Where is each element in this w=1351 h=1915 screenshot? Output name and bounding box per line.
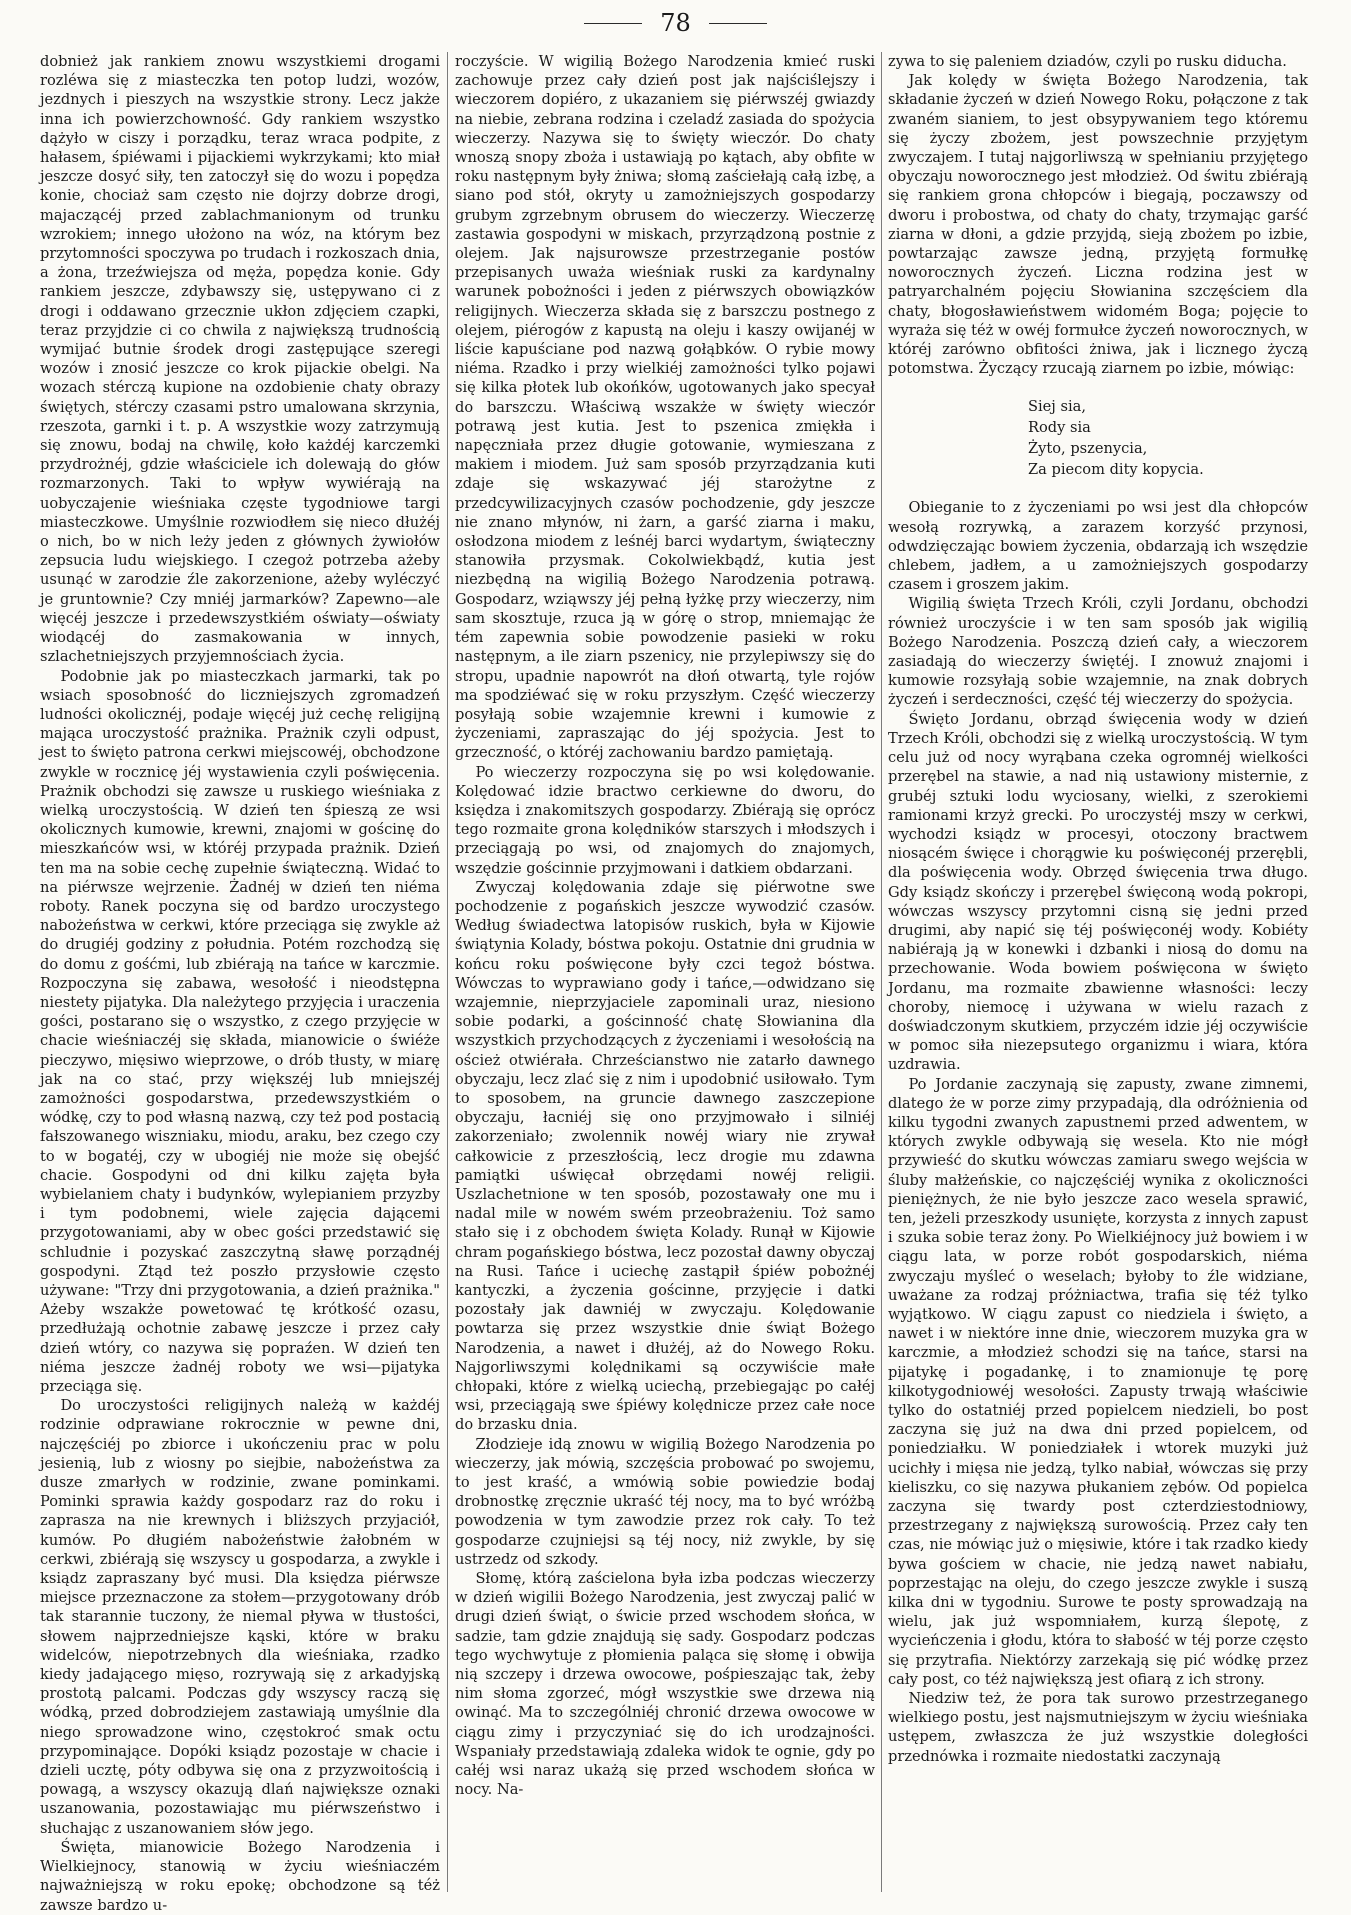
paragraph: Złodzieje idą znowu w wigilią Bożego Narodzenia po wieczerzy, jak mówią, szczęścia probować po swojemu, to jest kraść, a wmówią sobie powiedzie bodaj drobnostkę zręcznie ukraść téj nocy, ma to być wróżbą powodzenia w tym zawodzie przez rok cały. To też gospodarze czujniejsi są téj nocy, niż zwykle, by się ustrzedz od szkody. — [455, 1435, 875, 1568]
paragraph: Święta, mianowicie Bożego Narodzenia i Wielkiejnocy, stanowią w życiu wieśniaczém najważniejszą w roku epokę; obchodzone są téż zawsze bardzo u- — [40, 1838, 440, 1914]
paragraph: dobnież jak rankiem znowu wszystkiemi drogami rozléwa się z miasteczka ten potop ludzi, wozów, jezdnych i pieszych na wszystkie strony. Lecz jakże inna ich powierzchowność. Gdy rankiem wszystko dążyło w ciszy i porządku, teraz wraca podpite, z hałasem, śpiéwami i pijackiemi wykrzykami; kto miał jeszcze dosyć siły, ten zatoczył się do wozu i popędza konie, chociaż sam często nie dojrzy dobrze drogi, majaczącéj przed zablachmanionym od trunku wzrokiem; innego ułożono na wóz, na którym bez przytomności spoczywa po trudach i rozkoszach dnia, a żona, trzeźwiejsza od męża, popędza konie. Gdy rankiem jeszcze, zdybawszy się, ustępywano ci z drogi i oddawano grzecznie ukłon zdjęciem czapki, teraz przyjdzie ci co chwila z największą trudnością wymijać butnie środek drogi zastępujące szeregi wozów i znosić jeszcze co krok pijackie obelgi. Na wozach stérczą kupione na ozdobienie chaty obrazy świętych, stérczy czasami pstro umalowana skrzynia, rzeszota, garnki i t. p. A wszystkie wozy zatrzymują się znowu, bodaj na chwilę, koło każdéj karczemki przydrożnéj, gdzie właściciele ich dolewają do głów rozmarzonych. Taki to wpływ wywiérają na uobyczajenie wieśniaka częste tygodniowe targi miasteczkowe. Umyślnie rozwiodłem się nieco dłużéj o nich, bo w nich leży jeden z głównych żywiołów zepsucia ludu wiejskiego. I czegoż potrzeba ażeby usunąć w zarodzie źle zakorzenione, ażeby wyléczyć je gruntownie? Czy mniéj jarmarków? Zapewno—ale więcéj jeszcze i przedewszystkiém oświaty—oświaty wiodącéj do zasmakowania w innych, szlachetniejszych przyjemnościach życia. — [40, 53, 440, 666]
column-divider — [881, 52, 882, 1892]
paragraph: Niedziw też, że pora tak surowo przestrzeganego wielkiego postu, jest najsmutniejszym w życiu wieśniaka ustępem, zwłaszcza że już wszystkie doległości przednówka i rozmaite niedostatki zaczynają — [888, 1690, 1308, 1765]
poem-line: Rody sia — [1028, 419, 1091, 437]
paragraph: Słomę, którą zaścielona była izba podczas wieczerzy w dzień wigilii Bożego Narodzenia, jest zwyczaj palić w drugi dzień świąt, o świcie przed wschodem słońca, w sadzie, tam gdzie znajdują się sady. Gospodarz podczas tego wychwytuje z płomienia paląca się słomę i obwija nią szczepy i drzewa owocowe, pośpieszając tak, żeby nim słoma zgorzeć, mógł wszystkie swe drzewa nią owinąć. Ma to szczególniéj chronić drzewa owocowe w ciągu zimy i przyczyniać się do ich urodzajności. Wspaniały przedstawiają zdaleka widok te ognie, gdy po całéj wsi naraz ukażą się przed wschodem słońca w nocy. Na- — [455, 1570, 875, 1799]
poem-line: Za piecom dity kopycia. — [1028, 461, 1204, 479]
paragraph: roczyście. W wigilią Bożego Narodzenia kmieć ruski zachowuje przez cały dzień post jak najściślejszy i wieczorem dopiéro, z ukazaniem się piérwszéj gwiazdy na niebie, zebrana rodzina i czeladź zasiada do spożycia wieczerzy. Nazywa się to święty wieczór. Do chaty wnoszą snopy zboża i ustawiają po kątach, aby obfite w roku następnym były żniwa; słomą zaściełają całą izbę, a siano pod stół, okryty u zamożniejszych gospodarzy grubym zgrzebnym obrusem do wieczerzy. Wieczerzę zastawia gospodyni w miskach, przyrządzoną postnie z olejem. Jak najsurowsze przestrzeganie postów przepisanych uważa wieśniak ruski za kardynalny warunek pobożności i jeden z piérwszych obowiązków religijnych. Wieczerza składa się z barszczu postnego z olejem, piérogów z kapustą na oleju i kaszy owijanéj w liście kapuściane pod nazwą gołąbków. O rybie mowy niéma. Rzadko i przy wielkiéj zamożności tylko pojawi się kilka płotek lub okońków, ugotowanych jako specyał do barszczu. Właściwą wszakże w święty wieczór potrawą jest kutia. Jest to pszenica zmiękła i napęczniała przez długie gotowanie, wymieszana z makiem i miodem. Już sam sposób przyrządzania kuti zdaje się wskazywać jéj starożytne z przedcywilizacyjnych czasów pochodzenie, gdy jeszcze nie znano młynów, ni żarn, a garść ziarna i maku, osłodzona miodem z leśnéj barci wydartym, świąteczny stanowiła przysmak. Cokolwiekbądź, kutia jest niezbędną na wigilią Bożego Narodzenia potrawą. Gospodarz, wziąwszy jéj pełną łyżkę przy wieczerzy, nim sam skosztuje, rzuca ją w górę o strop, mniemając że tém zapewnia sobie powodzenie pasieki w roku następnym, a ile ziarn pszenicy, nie przylepiwszy się do stropu, upadnie napowrót na dłoń otwartą, tyle rojów ma spodziéwać się w roku przyszłym. Część wieczerzy posyłają sobie wzajemnie krewni i kumowie z życzeniami, zapraszając do jéj spożycia. Jest to grzeczność, o któréj zachowaniu bardzo pamiętają. — [455, 53, 875, 762]
column-1 — [40, 52, 440, 1914]
column-divider — [447, 52, 448, 1892]
paragraph: Po wieczerzy rozpoczyna się po wsi kolędowanie. Kolędować idzie bractwo cerkiewne do dworu, do księdza i znakomitszych gospodarzy. Zbiérają się oprócz tego rozmaite grona kolędników starszych i młodszych i przeciągają po wsi, od znajomych do znajomych, wszędzie gościnnie przyjmowani i datkiem obdarzani. — [455, 763, 875, 877]
page-number: 78 — [660, 9, 691, 37]
header-rule-right — [709, 23, 767, 24]
paragraph: zywa to się paleniem dziadów, czyli po rusku diducha. — [888, 53, 1287, 70]
paragraph: Podobnie jak po miasteczkach jarmarki, tak po wsiach sposobność do liczniejszych zgromadzeń ludności okolicznéj, podaje więcéj już cechę religijną mająca uroczystość prażnika. Prażnik czyli odpust, jest to święto patrona cerkwi miejscowéj, obchodzone zwykle w rocznicę jéj wystawienia czyli poświęcenia. Prażnik obchodzi się zawsze u ruskiego wieśniaka z wielką uroczystością. W dzień ten śpieszą ze wsi okolicznych kumowie, krewni, znajomi w gościnę do mieszkańców wsi, w któréj przypada prażnik. Dzień ten ma na sobie cechę zupełnie świąteczną. Widać to na piérwsze wejrzenie. Żadnéj w dzień ten niéma roboty. Ranek poczyna się od bardzo uroczystego nabożeństwa w cerkwi, które przeciąga się zwykle aż do drugiéj godziny z południa. Potém rozchodzą się do domu z gośćmi, lub zbiérają na tańce w karczmie. Rozpoczyna się zabawa, wesołość i nieodstępna niestety pijatyka. Dla należytego przyjęcia i uraczenia gości, postarano się o wszystko, z czego przyjęcie w chacie wieśniaczéj się składa, mianowicie o świéże pieczywo, mięsiwo wieprzowe, o drób tłusty, w miarę jak na co stać, przy większéj lub mniejszéj zamożności gospodarstwa, przedewszystkiém o wódkę, czy to pod własną nazwą, czy też pod postacią fałszowanego wiszniaku, miodu, araku, bez czego czy to w bogatéj, czy w ubogiéj nie może się obejść chacie. Gospodyni od dni kilku zajęta była wybielaniem chaty i budynków, wylepianiem przyzby i tym podobnemi, wiele zajęcia dającemi przygotowaniami, aby w obec gości przedstawić się schludnie i pozyskać zaszczytną sławę porządnéj gospodyni. Ztąd też poszło przysłowie często używane: "Trzy dni przygotowania, a dzień prażnika." Ażeby wszakże powetować tę krótkość ozasu, przedłużają ochotnie zabawę jeszcze i przez cały dzień wtóry, co nazywa się popraźen. W dzień ten niéma jeszcze żadnéj roboty we wsi—pijatyka przeciąga się. — [40, 667, 440, 1396]
paragraph: Po Jordanie zaczynają się zapusty, zwane zimnemi, dlatego że w porze zimy przypadają, dla odróżnienia od kilku tygodni zwanych zapustnemi przed adwentem, w których zwykle odbywają się wesela. Kto nie mógł przywieść do skutku wówczas zamiaru swego wejścia w śluby małżeńskie, co najczęściéj wynika z okoliczności pieniężnych, że nie było jeszcze zaco wesela sprawić, ten, jeżeli przeszkody usunięte, korzysta z innych zapust i szuka sobie teraz żony. Po Wielkiéjnocy już bowiem i w ciągu lata, w porze robót gospodarskich, niéma zwyczaju myśleć o weselach; byłoby to źle widziane, uważane za rodzaj próżniactwa, trafia się téż tylko wyjątkowo. W ciągu zapust co niedziela i święto, a nawet i w niektóre inne dnie, wieczorem muzyka gra w karczmie, a młodzież schodzi się na tańce, starsi na pijatykę i pogadankę, i to znamionuje tę porę kilkotygodniowéj wesołości. Zapusty trwają właściwie tylko do ostatniéj przed popielcem niedzieli, bo post zaczyna się już na dwa dni przed popielcem, od poniedziałku. W poniedziałek i wtorek muzyki już ucichły i mięsa nie jedzą, tylko nabiał, wówczas się przy kieliszku, co się nazywa płukaniem zębów. Od popielca zaczyna się twardy post czterdziestodniowy, przestrzegany z największą surowością. Przez cały ten czas, nie mówiąc już o mięsiwie, które i tak rzadko kiedy bywa gościem w chacie, nie jedzą nawet nabiału, poprzestając na oleju, do czego jeszcze zwykle i suszą kilka dni w tygodniu. Surowe te posty sprowadzają na wielu, jak już wspomniałem, kurzą ślepotę, z wycieńczenia i głodu, która to słabość w téj porze często się przytrafia. Niektórzy zarzekają się pić wódkę przez cały post, co téż największą jest ofiarą z ich strony. — [888, 1075, 1308, 1688]
poem-line: Siej sia, — [1028, 398, 1086, 416]
paragraph: Jak kolędy w święta Bożego Narodzenia, tak składanie życzeń w dzień Nowego Roku, połączone z tak zwaném sianiem, to jest obsypywaniem tego któremu się życzy zbożem, jest powszechnie przyjętym zwyczajem. I tutaj najgorliwszą w spełnianiu przyjętego obyczaju noworocznego jest młodzież. Od świtu zbiérają się rankiem grona chłopców i biegają, poczawszy od dworu i probostwa, od chaty do chaty, trzymając garść ziarna w dłoni, a gdzie przyjdą, sieją zbożem po izbie, powtarzając zawsze jedną, przyjętą formułkę noworocznych życzeń. Liczna rodzina jest w patryarchalném pojęciu Słowianina szczęściem dla chaty, błogosławieństwem widomém Boga; pojęcie to wyraża się téż w owéj formułce życzeń noworocznych, w któréj zarówno obfitości żniwa, jak i licznego życzą potomstwa. Życzący rzucają ziarnem po izbie, mówiąc: — [888, 72, 1308, 378]
paragraph: Wigilią święta Trzech Króli, czyli Jordanu, obchodzi również uroczyście i w ten sam sposób jak wigilią Bożego Narodzenia. Poszczą dzień cały, a wieczorem zasiadają do wieczerzy świętéj. I znowuż znajomi i kumowie rozsyłają sobie wzajemnie, na znak dobrych życzeń i serdeczności, część téj wieczerzy do spożycia. — [888, 595, 1308, 709]
paragraph: Święto Jordanu, obrząd święcenia wody w dzień Trzech Króli, obchodzi się z wielką uroczystością. W tym celu już od nocy wyrąbana czeka ogromnéj wielkości przerębel na stawie, a nad nią ustawiony misternie, z grubéj sztuki lodu wyciosany, wielki, z szerokiemi ramionami krzyż grecki. Po uroczystéj mszy w cerkwi, wychodzi ksiądz w procesyi, otoczony bractwem niosącém święce i chorągwie ku poświęconéj przerębli, dla poświęcenia wody. Obrzęd święcenia trwa długo. Gdy ksiądz skończy i przerębel święconą wodą pokropi, wówczas wszyscy przytomni cisną się jedni przed drugimi, aby napić się téj poświęconéj wody. Kobiéty nabiérają ją w konewki i dzbanki i niosą do domu na przechowanie. Woda bowiem poświęcona w święto Jordanu, ma rozmaite zbawienne własności: leczy choroby, niemocę i używana w wielu razach z doświadczonym skutkiem, przyczém idzie jéj oczywiście w pomoc siła niezepsutego organizmu i wiara, która uzdrawia. — [888, 710, 1308, 1074]
column-3 — [888, 52, 1308, 1892]
paragraph: Obieganie to z życzeniami po wsi jest dla chłopców wesołą rozrywką, a zarazem korzyść przynosi, odwdzięczając bowiem życzenia, obdarzają ich wszędzie chlebem, jadłem, a u zamożniejszych gospodarzy czasem i groszem jakim. — [888, 499, 1308, 594]
header-rule-left — [584, 23, 642, 24]
column-2 — [455, 52, 875, 1892]
page-header — [0, 8, 1351, 38]
paragraph: Do uroczystości religijnych należą w każdéj rodzinie odprawiane rokrocznie w pewne dni, najczęściéj po zbiorce i ukończeniu prac w polu jesienią, lub z wiosny po siejbie, nabożeństwa za dusze zmarłych w rodzinie, zwane pominkami. Pominki sprawia każdy gospodarz raz do roku i zaprasza na nie krewnych i bliższych przyjaciół, kumów. Po długiém nabożeństwie żałobném w cerkwi, zbiérają się wszyscy u gospodarza, a zwykle i ksiądz zapraszany być musi. Dla księdza piérwsze miejsce przeznaczone za stołem—przygotowany drób tak starannie tuczony, że niemal pływa w tłustości, słowem najprzedniejsze kąski, które w braku widelców, niepotrzebnych dla wieśniaka, rzadko kiedy jadającego mięso, rozrywają się z arkadyjską prostotą palcami. Podczas gdy wszyscy raczą się wódką, przed dobrodziejem zastawiają umyślnie dla niego sprowadzone wino, częstokroć smak octu przypominające. Dopóki ksiądz pozostaje w chacie i dzieli ucztę, póty odbywa się ona z przyzwoitością i powagą, a wszyscy okazują dlań największe oznaki uszanowania, pozostawiając mu piérwszeństwo i słuchając z uszanowaniem słów jego. — [40, 1397, 440, 1837]
poem — [1028, 396, 1308, 480]
poem-line: Żyto, pszenycia, — [1028, 440, 1148, 458]
paragraph: Zwyczaj kolędowania zdaje się piérwotne swe pochodzenie z pogańskich jeszcze wywodzić czasów. Według świadectwa latopisów ruskich, była w Kijowie świątynia Kolady, bóstwa pokoju. Ostatnie dni grudnia w końcu roku poświęcone były czci tegoż bóstwa. Wówczas to wyprawiano gody i tańce,—odwidzano się wzajemnie, nieprzyjaciele zapominali uraz, niesiono sobie podarki, a gościnność chatę Słowianina dla wszystkich przychodzących z życzeniami i wesołością na oścież otwiérała. Chrześcianstwo nie zatarło dawnego obyczaju, lecz zlać się z nim i upodobnić usiłowało. Tym to sposobem, na gruncie dawnego zaszczepione obyczaju, łacniéj się ono przyjmowało i silniéj zakorzeniało; zwolennik nowéj wiary nie zrywał całkowicie z przeszłością, lecz drogie mu zdawna pamiątki uświęcał obrzędami nowéj religii. Uszlachetnione w ten sposób, pozostawały one mu i nadal mile w nowém swém przeobrażeniu. Toż samo stało się i z obchodem święta Kolady. Runął w Kijowie chram pogańskiego bóstwa, lecz pozostał dawny obyczaj na Rusi. Tańce i uciechę zastąpił śpiéw pobożnéj kantyczki, a życzenia gościnne, przyjęcie i datki pozostały jak dawniéj w zwyczaju. Kolędowanie powtarza się przez wszystkie dnie świąt Bożego Narodzenia, a nawet i dłużéj, aż do Nowego Roku. Najgorliwszymi kolędnikami są oczywiście małe chłopaki, które z wielką uciechą, przebiegając po całéj wsi, przeciągają swe śpiéwy kolędnicze przez całe noce do brzasku dnia. — [455, 878, 875, 1434]
